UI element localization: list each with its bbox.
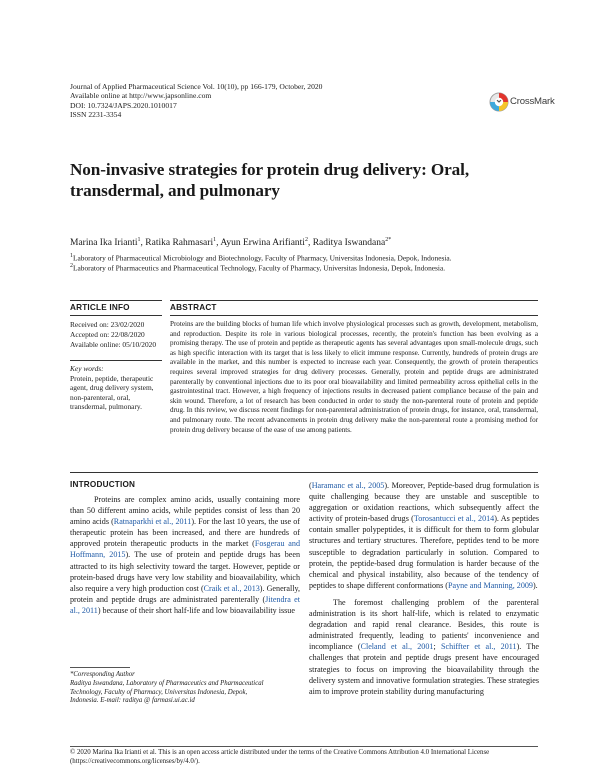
journal-info xyxy=(70,82,430,120)
author-separator: , xyxy=(307,238,313,249)
abstract-heading: ABSTRACT xyxy=(170,303,217,312)
keywords-text: Protein, peptide, therapeutic agent, drug delivery system, non-parenteral, oral, transdermal, pulmonary. xyxy=(70,374,154,412)
footnote-rule xyxy=(70,667,130,668)
intro-paragraph xyxy=(309,597,539,697)
citation-link[interactable]: Craik et al., 2013 xyxy=(203,583,260,593)
abstract-top-rule xyxy=(170,300,538,301)
body-text: ). The challenges that protein and peptide drugs present have encouraged strategies to focus on improving the bioavailability through the delivery system and innovative formulation strategies. These strategies aim to improve protein stability during manufacturing xyxy=(309,642,539,696)
license-link[interactable]: (https://creativecommons.org/licenses/by/4.0/). xyxy=(70,757,200,765)
author-name: Marina Ika Irianti xyxy=(70,238,138,249)
introduction-heading: INTRODUCTION xyxy=(70,480,136,489)
author-affiliation-mark: 2 xyxy=(304,237,308,243)
footnote-line: Technology, Faculty of Pharmacy, Universitas Indonesia, Depok, xyxy=(70,688,248,696)
accepted-date: Accepted on: 22/08/2020 xyxy=(70,330,145,340)
journal-issn: ISSN 2231-3354 xyxy=(70,110,122,120)
crossmark-icon xyxy=(489,92,509,112)
article-info-bottom-rule xyxy=(70,315,162,316)
abstract-bottom-rule xyxy=(170,315,538,316)
keywords-rule xyxy=(70,360,162,361)
intro-paragraph xyxy=(70,494,300,616)
intro-paragraph xyxy=(309,480,539,591)
citation-link[interactable]: Fosgerau and Hoffmann, 2015 xyxy=(70,539,300,560)
body-left-column xyxy=(70,494,300,616)
footnote-line: Raditya Iswandana, Laboratory of Pharmaceutics and Pharmaceutical xyxy=(70,679,264,687)
body-text: ). xyxy=(532,580,538,590)
license-line: © 2020 Marina Ika Irianti et al. This is an open access article distributed under the terms of the Creative Commons Attribution 4.0 International License xyxy=(70,749,490,756)
citation-link[interactable]: Cleland et al., 2001 xyxy=(360,642,434,652)
crossmark-label: CrossMark xyxy=(510,96,555,107)
author-separator: , xyxy=(140,238,146,249)
body-text: The foremost challenging problem of the parenteral administration is its short half-life, which is related to enzymatic degradation and rapid renal clearance. Besides, this route is administrated frequently, leading to patients' inconvenience and incompliance ( xyxy=(309,597,539,652)
citation-link[interactable]: Haramanc et al., 2005 xyxy=(311,481,385,490)
author-affiliation-mark: 1 xyxy=(137,237,141,243)
license-rule xyxy=(70,746,538,747)
author-affiliation-mark: 1 xyxy=(213,237,217,243)
author-separator: , xyxy=(216,238,221,249)
body-text: ). For the last 10 years, the use of therapeutic protein has been increased, and there are hundreds of approved protein therapeutic products in the market ( xyxy=(70,517,300,549)
body-text: ( xyxy=(309,481,312,490)
body-text: Proteins are complex amino acids, usually containing more than 50 different amino acids, while peptides consist of less than 20 amino acids ( xyxy=(70,495,300,527)
body-text: ; xyxy=(433,642,441,652)
body-text: ). Generally, protein and peptide drugs are administrated parenterally ( xyxy=(70,583,300,604)
affiliation-mark: 1 xyxy=(70,253,73,259)
body-text: ) because of their short half-life and low bioavailability issue xyxy=(97,605,295,615)
body-text: ). The use of protein and peptide drugs has been attracted to its high selectivity toward the target. However, peptide or protein-based drugs have very low stability and bioavailability, which also require a very high production cost ( xyxy=(70,550,300,593)
crossmark-logo[interactable] xyxy=(489,92,569,114)
body-right-column xyxy=(309,480,539,697)
journal-citation: Journal of Applied Pharmaceutical Science Vol. 10(10), pp 166-179, October, 2020 xyxy=(70,82,323,91)
affiliation-2 xyxy=(70,262,540,272)
affiliation-text: Laboratory of Pharmaceutical Microbiology and Biotechnology, Faculty of Pharmacy, Universitas Indonesia, Depok, Indonesia. xyxy=(73,253,452,263)
journal-doi[interactable]: DOI: 10.7324/JAPS.2020.1010017 xyxy=(70,100,177,110)
license-notice xyxy=(70,749,540,766)
journal-url[interactable]: Available online at http://www.japsonline.com xyxy=(70,91,212,101)
abstract-end-rule xyxy=(70,472,538,473)
author-name: Ayun Erwina Arifianti xyxy=(220,238,305,249)
keywords-title: Key words: xyxy=(70,364,104,373)
body-text: ). Moreover, Peptide-based drug formulation is quite challenging because they are unstable and susceptible to aggregation or oxidation reactions, which subsequently affect the activity of protein-based drugs ( xyxy=(309,481,539,524)
citation-link[interactable]: Torosantucci et al., 2014 xyxy=(413,514,495,524)
citation-link[interactable]: Jitendra et al., 2011 xyxy=(70,594,300,615)
article-title: Non-invasive strategies for protein drug delivery: Oral, transdermal, and pulmonary xyxy=(70,160,470,200)
abstract-text: Proteins are the building blocks of human life which involve physiological processes such as growth, development, metabolism, and reproduction. Despite its role in various biological processes, recently, the protein's function has been evolving as a promising therapy. The use of protein and peptide as therapeutic agents has several advantages upon small-molecule drugs, such as high specific interaction with its target that is less likely to elicit immune response. Currently, hundreds of protein drugs are available in the market, and this number is expected to increase each year. Consequently, the growth of protein therapeutics requires several improved strategies for drug delivery processes. Generally, protein and peptide drugs are administrated parenterally by conventional injections due to its poor oral bioavailability and limited permeability across epithelial cells in the gastrointestinal tract. However, a high frequency of injections results in decreased patient compliance because of the pain and skin wound. Therefore, a lot of research has been conducted in order to study the non-parenteral route of protein and peptide drug. In this review, we discuss recent findings for non-parenteral administration of protein drugs, for instance, oral, transdermal, and pulmonary route. The recent advancements in protein drug delivery make the non-parenteral route a promising method for protein drug delivery because of the ease of use among patients. xyxy=(170,320,538,434)
footnote-line: *Corresponding Author xyxy=(70,671,135,678)
received-date: Received on: 23/02/2020 xyxy=(70,320,145,329)
article-info-top-rule xyxy=(70,300,162,301)
citation-link[interactable]: Schiffter et al., 2011 xyxy=(440,642,517,652)
available-date: Available online: 05/10/2020 xyxy=(70,340,157,350)
author-name: Raditya Iswandana xyxy=(312,238,386,249)
affiliation-text: Laboratory of Pharmaceutics and Pharmaceutical Technology, Faculty of Pharmacy, Universitas Indonesia, Depok, Indonesia. xyxy=(73,263,446,273)
corresponding-author-footnote xyxy=(70,671,300,706)
affiliation-mark: 2 xyxy=(70,263,73,269)
article-dates xyxy=(70,320,165,351)
affiliation-1 xyxy=(70,252,540,262)
article-info-heading: ARTICLE INFO xyxy=(70,303,130,312)
author-name: Ratika Rahmasari xyxy=(145,238,214,249)
author-affiliation-mark: 2* xyxy=(385,237,392,243)
body-text: ). As peptides contain smaller polypeptides, it is difficult for them to form globular structures and tertiary structures. Therefore, peptides tend to be more susceptible to degradation particularly in solution. Compared to protein, the peptide-based drug formulation is harder because of the chemical and physical instability, also because of the tendency of peptides to shape different conformations ( xyxy=(309,514,539,590)
citation-link[interactable]: Ratnaparkhi et al., 2011 xyxy=(113,517,192,527)
footnote-line: Indonesia. E-mail: raditya @ farmasi.ui.ac.id xyxy=(70,697,195,705)
citation-link[interactable]: Payne and Manning, 2009 xyxy=(447,580,533,590)
author-list xyxy=(70,234,540,249)
